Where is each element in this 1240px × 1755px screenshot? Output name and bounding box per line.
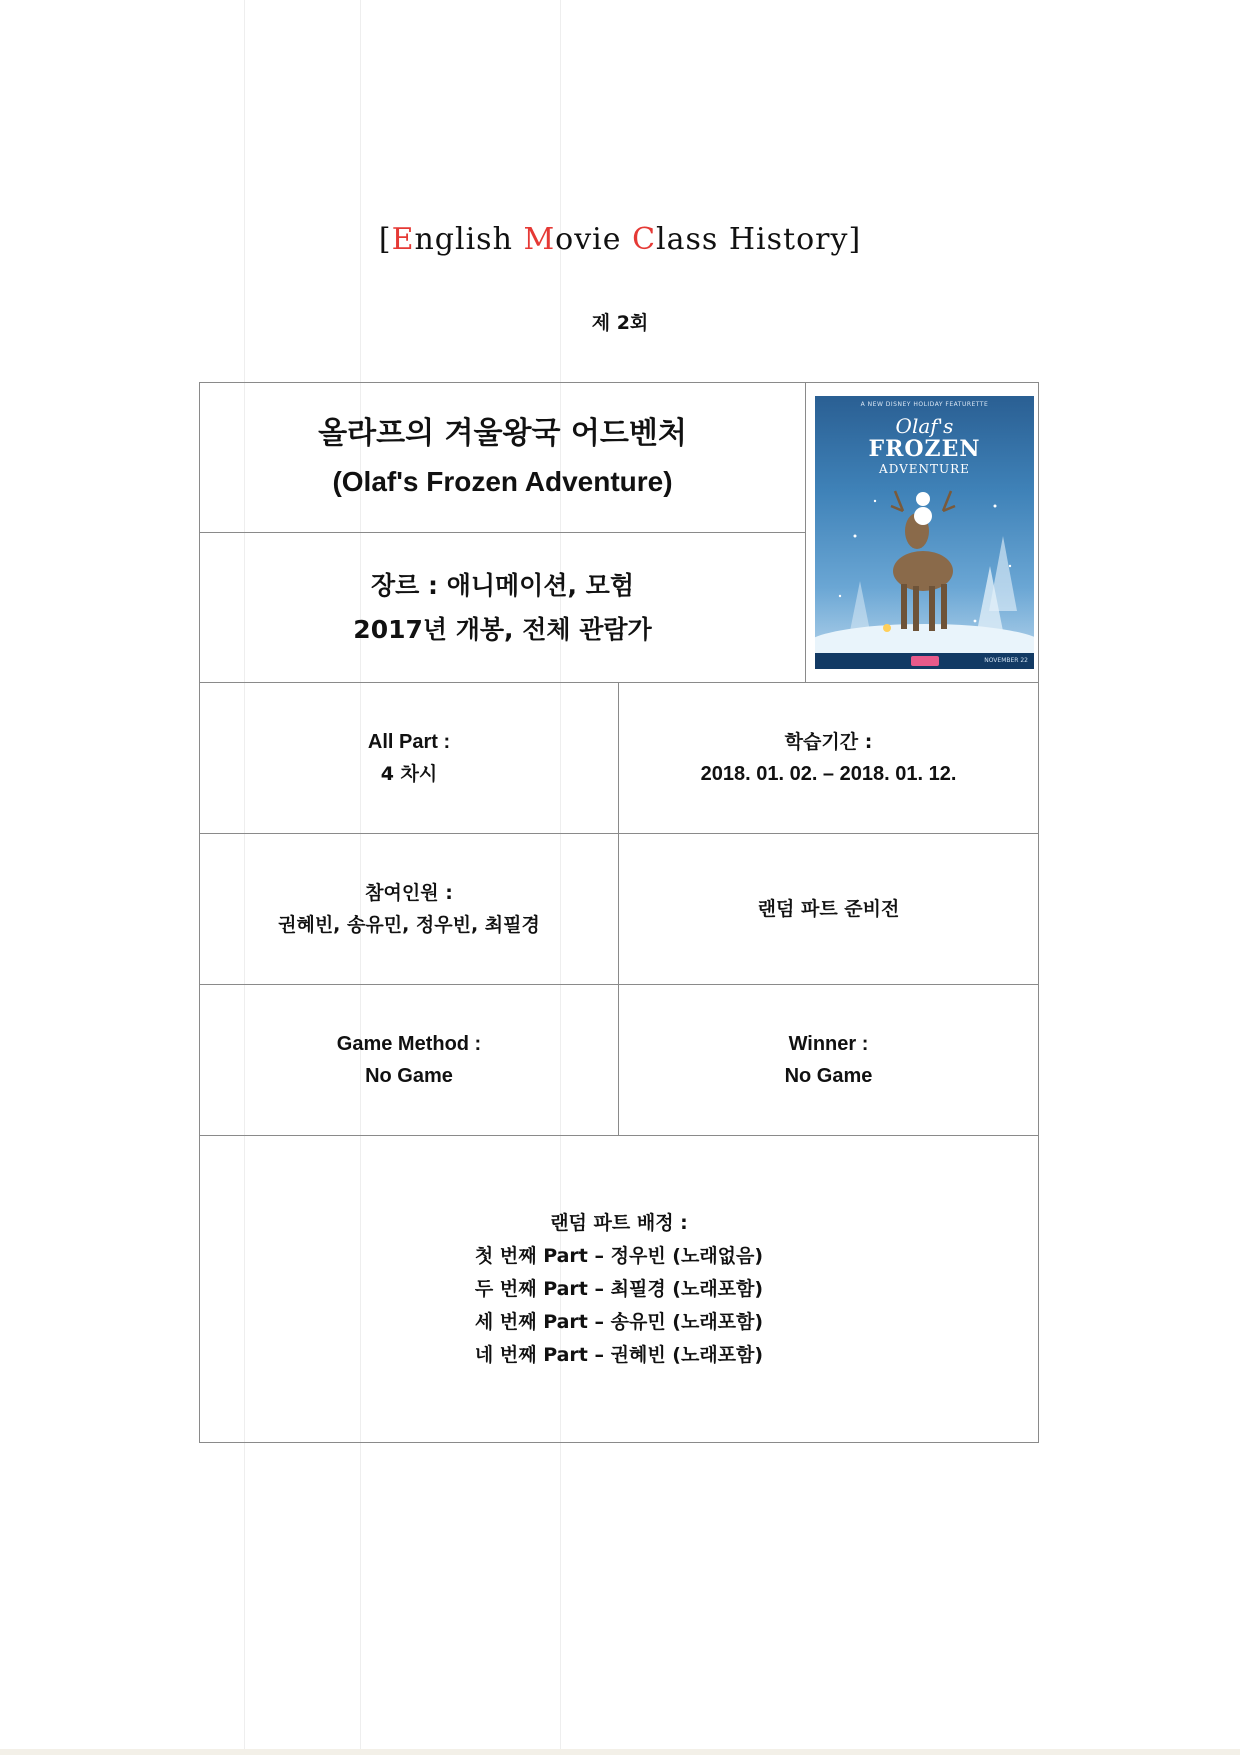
movie-title-english: (Olaf's Frozen Adventure) xyxy=(332,465,673,497)
title-bracket-close: ] xyxy=(848,222,862,257)
winner-value: No Game xyxy=(784,1065,873,1087)
title-initial-m: M xyxy=(523,222,556,257)
assignment-item: 네 번째 Part – 권혜빈 (노래포함) xyxy=(474,1343,764,1366)
poster-title-line1: Olaf's xyxy=(895,414,954,438)
all-part-cell xyxy=(200,683,618,833)
movie-genre: 장르 : 애니메이션, 모험 xyxy=(371,570,634,600)
scan-edge xyxy=(0,1749,1240,1755)
winner-label: Winner : xyxy=(788,1033,869,1055)
game-method-label: Game Method : xyxy=(336,1033,482,1055)
poster-divider xyxy=(805,382,806,682)
game-method-value: No Game xyxy=(365,1065,453,1087)
assignment-heading: 랜덤 파트 배정 : xyxy=(550,1211,688,1234)
poster-artwork xyxy=(815,396,1034,669)
study-period-cell xyxy=(619,683,1038,833)
all-part-value: 4 차시 xyxy=(380,763,438,785)
participants-label: 참여인원 : xyxy=(365,882,453,904)
table-border-right xyxy=(1038,382,1039,1443)
poster-title-line2: FROZEN xyxy=(868,436,981,462)
title-word-english: nglish xyxy=(414,222,513,257)
poster-tagline: A NEW DISNEY HOLIDAY FEATURETTE xyxy=(860,401,989,408)
session-number: 제 2회 xyxy=(591,312,649,334)
title-initial-c: C xyxy=(632,222,657,257)
poster-title-line3: ADVENTURE xyxy=(879,462,970,476)
page-title xyxy=(0,222,1240,257)
study-period-label: 학습기간 : xyxy=(784,731,873,753)
assignment-item: 세 번째 Part – 송유민 (노래포함) xyxy=(474,1310,764,1333)
genre-cell xyxy=(200,533,805,682)
participants-cell xyxy=(200,834,618,984)
random-part-status: 랜덤 파트 준비전 xyxy=(757,898,900,920)
movie-release: 2017년 개봉, 전체 관람가 xyxy=(353,614,652,644)
movie-title-korean: 올라프의 겨울왕국 어드벤처 xyxy=(318,415,687,451)
poster-coco-badge xyxy=(911,656,939,666)
olaf-and-sven-poster-image xyxy=(815,396,1034,669)
movie-title-cell xyxy=(200,383,805,532)
participants-value: 권혜빈, 송유민, 정우빈, 최필경 xyxy=(278,914,540,936)
winner-cell xyxy=(619,985,1038,1135)
assignment-item: 두 번째 Part – 최필경 (노래포함) xyxy=(474,1277,764,1300)
title-word-class: lass xyxy=(656,222,719,257)
title-initial-e: E xyxy=(391,222,415,257)
title-word-history: History xyxy=(728,222,849,257)
poster-footer: NOVEMBER 22 xyxy=(815,653,1034,669)
assignment-item: 첫 번째 Part – 정우빈 (노래없음) xyxy=(474,1244,764,1267)
random-part-status-cell xyxy=(619,834,1038,984)
game-method-cell xyxy=(200,985,618,1135)
part-assignment-cell xyxy=(200,1136,1038,1442)
title-bracket-open: [ xyxy=(378,222,392,257)
table-border-bottom xyxy=(199,1442,1039,1443)
study-period-value: 2018. 01. 02. – 2018. 01. 12. xyxy=(700,763,957,785)
all-part-label: All Part : xyxy=(367,731,451,753)
title-word-movie: ovie xyxy=(555,222,622,257)
